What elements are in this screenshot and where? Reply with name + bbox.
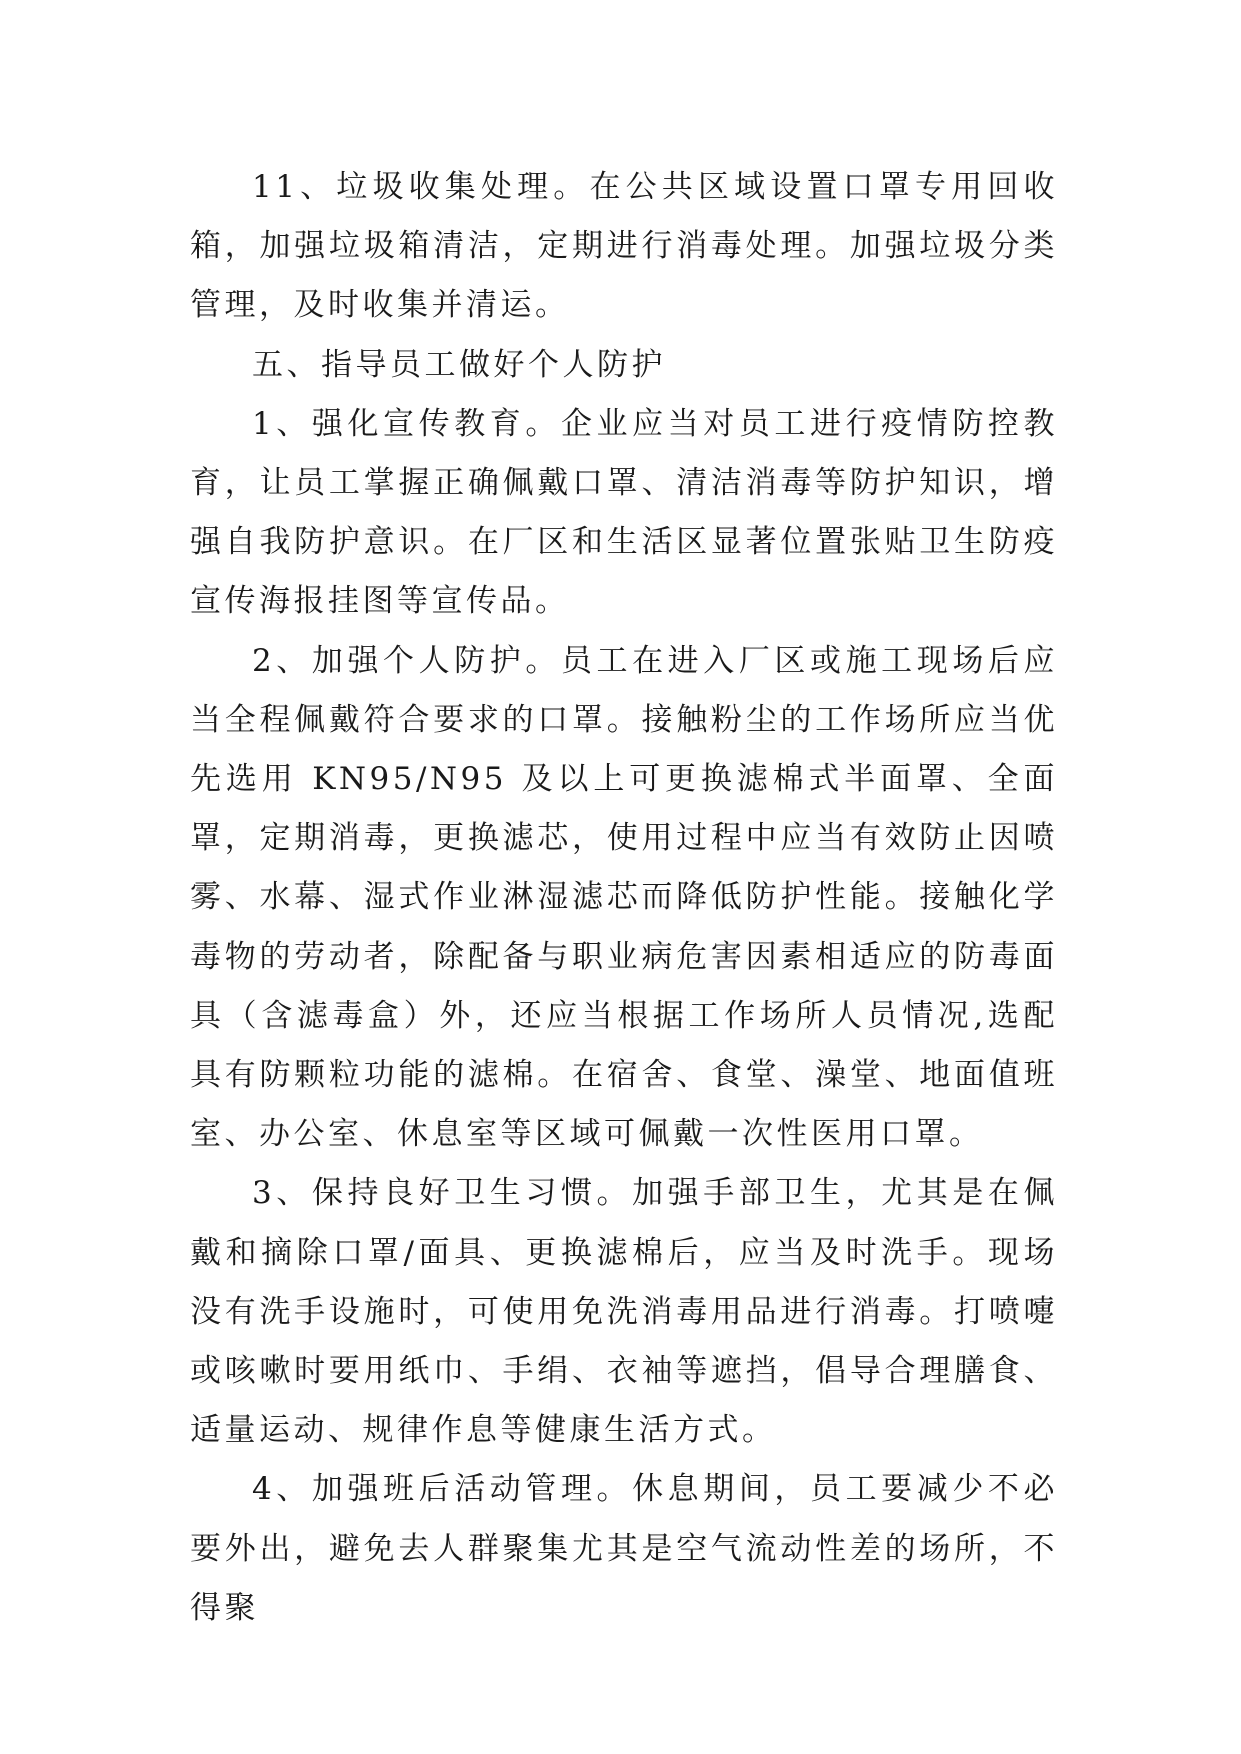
- section-heading-personal-protection: 五、指导员工做好个人防护: [252, 346, 666, 383]
- paragraph-publicity-education: 1、强化宣传教育。企业应当对员工进行疫情防控教育，让员工掌握正确佩戴口罩、清洁消毒等防护知识，增强自我防护意识。在厂区和生活区显著位置张贴卫生防疫宣传海报挂图等宣传品。: [190, 405, 1058, 620]
- paragraph-hygiene-habits: 3、保持良好卫生习惯。加强手部卫生，尤其是在佩戴和摘除口罩/面具、更换滤棉后，应当及时洗手。现场没有洗手设施时，可使用免洗消毒用品进行消毒。打喷嚏或咳嗽时要用纸巾、手绢、衣袖等遮挡，倡导合理膳食、适量运动、规律作息等健康生活方式。: [190, 1175, 1058, 1449]
- paragraph-personal-protection: 2、加强个人防护。员工在进入厂区或施工现场后应当全程佩戴符合要求的口罩。接触粉尘的工作场所应当优先选用 KN95/N95 及以上可更换滤棉式半面罩、全面罩，定期消毒，更换滤芯，使用过程中应当有效防止因喷雾、水幕、湿式作业淋湿滤芯而降低防护性能。接触化学毒物的劳动者，除配备与职业病危害因素相适应的防毒面具（含滤毒盒）外，还应当根据工作场所人员情况,选配具有防颗粒功能的滤棉。在宿舍、食堂、澡堂、地面值班室、办公室、休息室等区域可佩戴一次性医用口罩。: [190, 642, 1058, 1153]
- document-body: [190, 158, 1058, 1638]
- paragraph-garbage-collection: 11、垃圾收集处理。在公共区域设置口罩专用回收箱，加强垃圾箱清洁，定期进行消毒处理。加强垃圾分类管理，及时收集并清运。: [190, 169, 1058, 324]
- paragraph-after-shift-activities: 4、加强班后活动管理。休息期间，员工要减少不必要外出，避免去人群聚集尤其是空气流动性差的场所，不得聚: [190, 1471, 1058, 1626]
